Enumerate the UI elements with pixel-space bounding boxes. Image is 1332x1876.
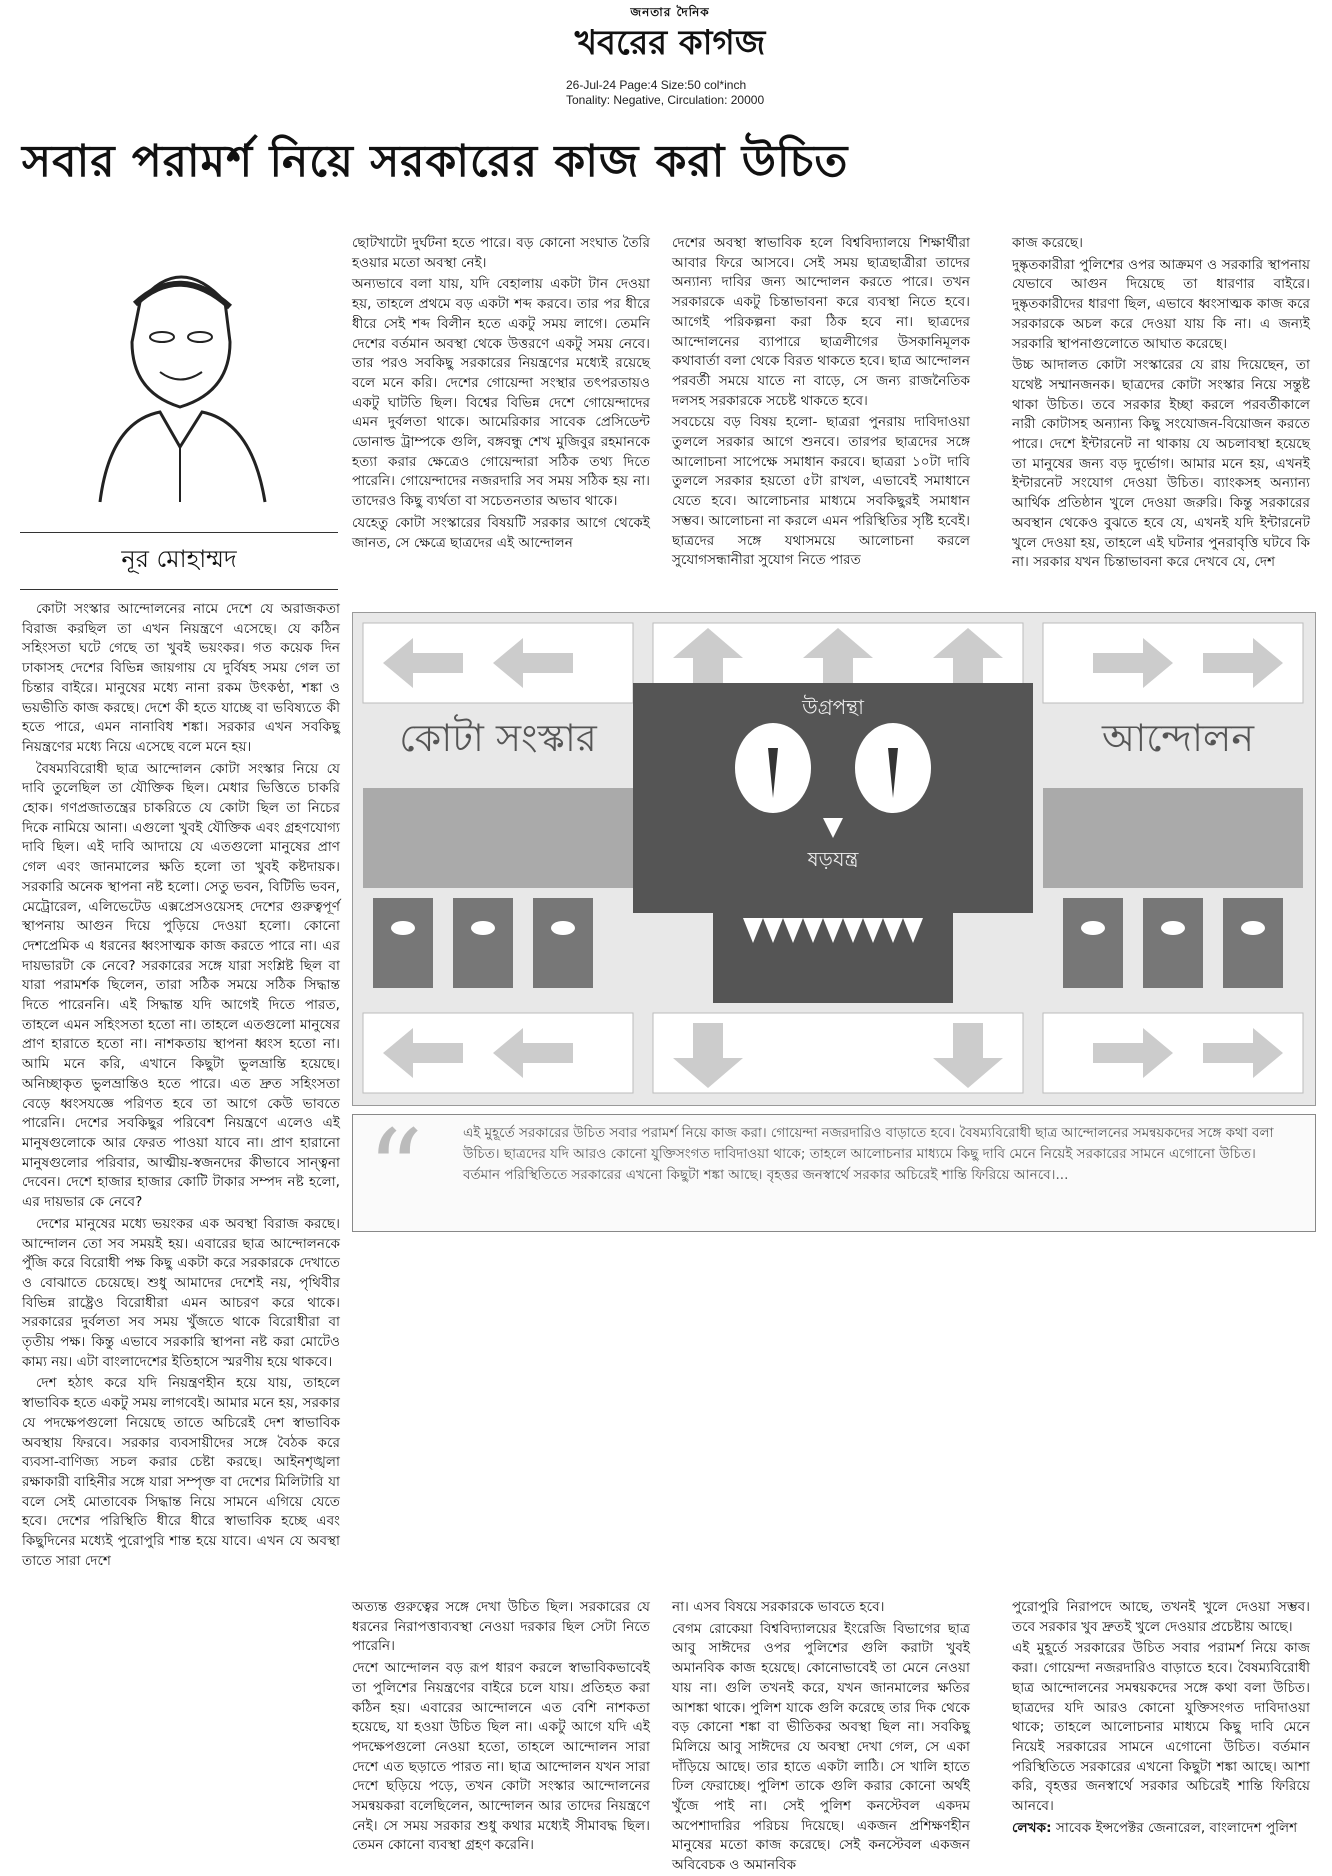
column-3-bottom bbox=[672, 1598, 970, 1874]
paragraph: দেশের মানুষের মধ্যে ভয়ংকর এক অবস্থা বিরাজ করছে। আন্দোলন তো সব সময়ই হয়। এবারের ছাত্র আন্দোলনকে পুঁজি করে বিরোধী পক্ষ কিছু একটা করে সরকারকে দেখাতে ও বোঝাতে চেয়েছে। শুধু আমাদের দেশেই নয়, পৃথিবীর বিভিন্ন রাষ্ট্রেও বিরোধীরা এমন আচরণ করে থাকে। সরকারের দুর্বলতা সব সময় খুঁজতে থাকে বিরোধীরা বা তৃতীয় পক্ষ। কিন্তু এভাবে সরকারি স্থাপনা নষ্ট করা মোটেও কাম্য নয়। এটা বাংলাদেশের ইতিহাসে স্মরণীয় হয়ে থাকবে। bbox=[22, 1215, 340, 1370]
credit-text: সাবেক ইন্সপেক্টর জেনারেল, বাংলাদেশ পুলিশ bbox=[1055, 1819, 1298, 1836]
masthead-tagline: জনতার দৈনিক bbox=[630, 5, 710, 19]
paragraph: অন্যভাবে বলা যায়, যদি বেহালায় একটা টান দেওয়া হয়, তাহলে প্রথমে বড় একটা শব্দ করবে। তার পর ধীরে ধীরে সেই শব্দ বিলীন হতে একটু সময় লাগে। তেমনি দেশের বর্তমান অবস্থা থেকে উত্তরণে একটু সময় নেবে। তার পরও সবকিছু সরকারের নিয়ন্ত্রণের মধ্যেই রয়েছে বলে মনে করি। দেশের গোয়েন্দা সংস্থার তৎপরতায়ও একটু ঘাটতি ছিল। বিশ্বের বিভিন্ন দেশে গোয়েন্দাদের এমন দুর্বলতা থাকে। আমেরিকার সাবেক প্রেসিডেন্ট ডোনাল্ড ট্রাম্পকে গুলি, বঙ্গবন্ধু শেখ মুজিবুর রহমানকে হত্যা করার ক্ষেত্রেও গোয়েন্দারা সঠিক তথ্য দিতে পারেনি। গোয়েন্দাদের নজরদারি সব সময় সঠিক হয় না। তাদেরও কিছু ব্যর্থতা বা সচেতনতার অভাব থাকে। bbox=[352, 276, 650, 510]
paragraph: সবচেয়ে বড় বিষয় হলো- ছাত্ররা পুনরায় দাবিদাওয়া তুললে সরকার আগে শুনবে। তারপর ছাত্রদের সঙ্গে আলোচনা সাপেক্ষে সমাধান করবে। ছাত্ররা ১০টা দাবি তুললে সরকার হয়তো ৫টা রাখল, এভাবেই সমাধানে যেতে হবে। আলোচনার মাধ্যমে সবকিছুরই সমাধান সম্ভব। আলোচনা না করলে এমন পরিস্থিতির সৃষ্টি হবেই। ছাত্রদের সঙ্গে যথাসময়ে আলোচনা করলে সুযোগসন্ধানীরা সুযোগ নিতে পারত bbox=[672, 414, 970, 569]
meta-line-1: 26-Jul-24 Page:4 Size:50 col*inch bbox=[566, 78, 747, 92]
pull-quote-box bbox=[352, 1106, 1316, 1234]
paragraph: দেশ হঠাৎ করে যদি নিয়ন্ত্রণহীন হয়ে যায়, তাহলে স্বাভাবিক হতে একটু সময় লাগবেই। আমার মনে হয়, সরকার যে পদক্ষেপগুলো নিয়েছে তাতে অচিরেই দেশ স্বাভাবিক অবস্থায় ফিরবে। সরকার ব্যবসায়ীদের সঙ্গে বৈঠক করে ব্যবসা-বাণিজ্য সচল করার চেষ্টা করছে। আইনশৃঙ্খলা রক্ষাকারী বাহিনীর সঙ্গে যারা সম্পৃক্ত বা দেশের মিলিটারি যা বলে সেই মোতাবেক সিদ্ধান্ত নিয়ে সামনে এগিয়ে যেতে হবে। দেশের পরিস্থিতি ধীরে ধীরে স্বাভাবিক হচ্ছে এবং কিছুদিনের মধ্যেই পুরোপুরি শান্ত হয়ে যাবে। এখন যে অবস্থা তাতে সারা দেশে bbox=[22, 1375, 340, 1569]
paragraph: কাজ করেছে। bbox=[1012, 235, 1083, 251]
paragraph: অত্যন্ত গুরুত্বের সঙ্গে দেখা উচিত ছিল। সরকারের যে ধরনের নিরাপত্তাব্যবস্থা নেওয়া দরকার ছিল সেটা নিতে পারেনি। bbox=[352, 1599, 650, 1655]
newspaper-name: খবরের কাগজ bbox=[574, 23, 766, 63]
illustration-left-label: কোটা সংস্কার bbox=[399, 716, 597, 760]
headline: সবার পরামর্শ নিয়ে সরকারের কাজ করা উচিত bbox=[22, 136, 849, 187]
clipping-meta bbox=[566, 78, 764, 108]
paragraph: উচ্চ আদালত কোটা সংস্কারের যে রায় দিয়েছেন, তা যথেষ্ট সম্মানজনক। ছাত্রদের কোটা সংস্কার নিয়ে সন্তুষ্ট থাকা উচিত। তবে সরকার ইচ্ছা করলে পরবর্তীকালে নারী কোটাসহ অন্যান্য কিছু সংযোজন-বিয়োজন করতে পারে। দেশে ইন্টারনেট না থাকায় যে অচলাবস্থা হয়েছে তা মানুষের জন্য বড় দুর্ভোগ। আমার মনে হয়, এখনই ইন্টারনেট সংযোগ দেওয়া উচিত। ব্যাংকসহ অন্যান্য আর্থিক প্রতিষ্ঠান খুলে দেওয়া জরুরি। কিন্তু সরকারের অবস্থান থেকেও বুঝতে হবে যে, এখনই যদি ইন্টারনেট খুলে দেওয়া হয়, তাহলে এই ঘটনার পুনরাবৃত্তি ঘটবে কি না। সরকার যখন চিন্তাভাবনা করে দেখবে যে, দেশ bbox=[1012, 357, 1310, 571]
column-3-top bbox=[672, 234, 970, 598]
illustration-right-label: আন্দোলন bbox=[1101, 716, 1255, 760]
credit-label: লেখক: bbox=[1012, 1819, 1052, 1836]
column-2-bottom bbox=[352, 1598, 650, 1854]
paragraph: বেগম রোকেয়া বিশ্ববিদ্যালয়ের ইংরেজি বিভাগের ছাত্র আবু সাঈদের ওপর পুলিশের গুলি করাটা খুবই অমানবিক কাজ হয়েছে। কোনোভাবেই তা মেনে নেওয়া যায় না। গুলি তখনই করে, যখন জানমালের ক্ষতির আশঙ্কা থাকে। পুলিশ যাকে গুলি করেছে তার দিক থেকে বড় কোনো শঙ্কা বা ভীতিকর অবস্থা ছিল না। সবকিছু মিলিয়ে আবু সাঈদের যে অবস্থা দেখা গেল, সে একা দাঁড়িয়ে আছে। তার হাতে একটা লাঠি। সে খালি হাতে ঢিল ফেরাচ্ছে। পুলিশ তাকে গুলি করার কোনো অর্থই খুঁজে পাই না। সেই পুলিশ কনস্টেবল একদম অপেশাদারির পরিচয় দিয়েছে। একজন প্রশিক্ষণহীন মানুষের মতো কাজ করেছে। সেই কনস্টেবল একজন অবিবেচক ও অমানবিক bbox=[672, 1620, 970, 1874]
paragraph: যেহেতু কোটা সংস্কারের বিষয়টি সরকার আগে থেকেই জানত, সে ক্ষেত্রে ছাত্রদের এই আন্দোলন bbox=[352, 514, 650, 551]
paragraph: দেশে আন্দোলন বড় রূপ ধারণ করলে স্বাভাবিকভাবেই তা পুলিশের নিয়ন্ত্রণের বাইরে চলে যায়। প্রতিহত করা কঠিন হয়। এবারের আন্দোলনে এত বেশি নাশকতা হয়েছে, যা হওয়া উচিত ছিল না। একটু আগে যদি এই পদক্ষেপগুলো নেওয়া হতো, তাহলে আন্দোলন সারা দেশে এত ছড়াতে পারত না। ছাত্র আন্দোলন যখন সারা দেশে ছড়িয়ে পড়ে, তখন কোটা সংস্কার আন্দোলনের সমন্বয়করা বলেছিলেন, আন্দোলন আর তাদের নিয়ন্ত্রণে নেই। সে সময় সরকার শুধু কথার মধ্যেই সীমাবদ্ধ ছিল। তেমন কোনো ব্যবস্থা গ্রহণ করেনি। bbox=[352, 1660, 650, 1854]
paragraph: কোটা সংস্কার আন্দোলনের নামে দেশে যে অরাজকতা বিরাজ করছিল তা এখন নিয়ন্ত্রণে এসেছে। যে কঠিন সহিংসতা ঘটে গেছে তা খুবই ভয়ংকর। গত কয়েক দিন ঢাকাসহ দেশের বিভিন্ন জায়গায় যে দুর্বিষহ সময় গেল তা চিন্তার বাইরে। মানুষের মধ্যে নানা রকম উৎকণ্ঠা, শঙ্কা ও ভয়ভীতি কাজ করছে। দেশে কী হতে যাচ্ছে বা ভবিষ্যতে কী হতে পারে, এমন নানাবিধ শঙ্কা। সরকার এখন সবকিছু নিয়ন্ত্রণের মধ্যে নিয়ে এসেছে বলে মনে হয়। bbox=[22, 601, 340, 755]
skull-mid-label: ষড়যন্ত্র bbox=[807, 847, 859, 871]
paragraph: এই মুহূর্তে সরকারের উচিত সবার পরামর্শ নিয়ে কাজ করা। গোয়েন্দা নজরদারিও বাড়াতে হবে। বৈষম্যবিরোধী ছাত্র আন্দোলনের সমন্বয়কদের সঙ্গে কথা বলা উচিত। ছাত্রদের যদি আরও কোনো যুক্তিসংগত দাবিদাওয়া থাকে; তাহলে আলোচনার মাধ্যমে কিছু দাবি মেনে নিয়েই সরকারের সামনে এগোনো উচিত। বর্তমান পরিস্থিতিতে সরকারের এখনো কিছুটা শঙ্কা আছে। আশা করি, বৃহত্তর জনস্বার্থে সরকার অচিরেই শান্তি ফিরিয়ে আনবে। bbox=[1012, 1640, 1310, 1815]
column-4-top bbox=[1012, 234, 1310, 598]
meta-line-2: Tonality: Negative, Circulation: 20000 bbox=[566, 93, 765, 107]
author-credit bbox=[1012, 1819, 1310, 1839]
paragraph: দেশের অবস্থা স্বাভাবিক হলে বিশ্ববিদ্যালয়ে শিক্ষার্থীরা আবার ফিরে আসবে। সেই সময় ছাত্রছাত্রীরা তাদের অন্যান্য দাবির জন্য আন্দোলন করতে পারে। তখন সরকারকে একটু চিন্তাভাবনা করে ব্যবস্থা নিতে হবে। আগেই পরিকল্পনা করা ঠিক হবে না। ছাত্রদের আন্দোলনের ব্যাপারে ছাত্রলীগের উসকানিমূলক কথাবার্তা বলা থেকে বিরত থাকতে হবে। ছাত্র আন্দোলন পরবর্তী সময়ে যাতে না বাড়ে, সে জন্য রাজনৈতিক দলসহ সরকারকে সচেষ্ট থাকতে হবে। bbox=[672, 235, 970, 409]
pull-quote bbox=[352, 1106, 1314, 1582]
pull-quote-text: এই মুহূর্তে সরকারের উচিত সবার পরামর্শ নিয়ে কাজ করা। গোয়েন্দা নজরদারিও বাড়াতে হবে। বৈষম্যবিরোধী ছাত্র আন্দোলনের সমন্বয়কদের সঙ্গে কথা বলা উচিত। ছাত্রদের যদি আরও কোনো যুক্তিসংগত দাবিদাওয়া থাকে; তাহলে আলোচনার মাধ্যমে কিছু দাবি মেনে নিয়েই সরকারের সামনে এগোনো উচিত। বর্তমান পরিস্থিতিতে সরকারের এখনো কিছুটা শঙ্কা আছে। বৃহত্তর জনস্বার্থে সরকার অচিরেই শান্তি ফিরিয়ে আনবে।... bbox=[463, 1125, 1274, 1183]
author-portrait bbox=[80, 232, 280, 502]
editorial-illustration bbox=[352, 612, 1316, 1106]
author-byline: নূর মোহাম্মদ bbox=[20, 532, 338, 590]
masthead bbox=[520, 4, 820, 62]
paragraph: বৈষম্যবিরোধী ছাত্র আন্দোলন কোটা সংস্কার নিয়ে যে দাবি তুলেছিল তা যৌক্তিক ছিল। মেধার ভিত্তিতে চাকরি হোক। গণপ্রজাতন্ত্রের চাকরিতে যে কোটা ছিল তা নিচের দিকে নামিয়ে আনা। এগুলো খুবই যৌক্তিক এবং গ্রহণযোগ্য দাবি ছিল। এই দাবি আদায়ে যে এতগুলো মানুষের প্রাণ গেল এবং জানমালের ক্ষতি হলো তা খুবই কষ্টদায়ক। সরকারি অনেক স্থাপনা নষ্ট হলো। সেতু ভবন, বিটিভি ভবন, মেট্রোরেল, এলিভেটেড এক্সপ্রেসওয়েসহ দেশের গুরুত্বপূর্ণ স্থাপনায় আগুন দিয়ে পুড়িয়ে দেওয়া হলো। কোনো দেশপ্রেমিক এ ধরনের ধ্বংসাত্মক কাজ করতে পারে না। এর দায়ভারটা কে নেবে? সরকারের সঙ্গে যারা সংশ্লিষ্ট ছিল বা যারা পরামর্শক ছিলেন, তারা সঠিক সময়ে সঠিক সিদ্ধান্ত দিতে পারেননি। এই সিদ্ধান্ত যদি আগেই দিতে পারত, তাহলে এমন সহিংসতা হতো না। তাহলে এতগুলো মানুষের প্রাণ হারাতে হতো না। নাশকতায় স্থাপনা ধ্বংস হতো না। আমি মনে করি, এখানে কিছুটা ভুলভ্রান্তি হয়েছে। অনিচ্ছাকৃত ভুলভ্রান্তিও হতে পারে। এত দ্রুত সহিংসতা বেড়ে ধ্বংসযজ্ঞে পরিণত হবে তা আগে কেউ ভাবতে পারেনি। দেশের সবকিছুর পরিবেশ নিয়ন্ত্রণে এলেও এই মানুষগুলোকে আর ফেরত পাওয়া যাবে না। প্রাণ হারানো মানুষগুলোর পরিবার, আত্মীয়-স্বজনদের কীভাবে সান্ত্বনা দেবেন। দেশে হাজার হাজার কোটি টাকার সম্পদ নষ্ট হলো, এর দায়ভার কে নেবে? bbox=[22, 760, 340, 1211]
column-1 bbox=[22, 600, 340, 1690]
column-2-top bbox=[352, 234, 650, 598]
paragraph: দুষ্কৃতকারীরা পুলিশের ওপর আক্রমণ ও সরকারি স্থাপনায় যেভাবে আগুন দিয়েছে তা ধারণার বাইরে। দুষ্কৃতকারীদের ধারণা ছিল, এভাবে ধ্বংসাত্মক কাজ করে সরকারকে অচল করে দেওয়া যায় কি না। এ জন্যই সরকারি স্থাপনাগুলোতে আঘাত করেছে। bbox=[1012, 256, 1310, 352]
paragraph: ছোটখাটো দুর্ঘটনা হতে পারে। বড় কোনো সংঘাত তৈরি হওয়ার মতো অবস্থা নেই। bbox=[352, 235, 650, 271]
paragraph: পুরোপুরি নিরাপদে আছে, তখনই খুলে দেওয়া সম্ভব। তবে সরকার খুব দ্রুতই খুলে দেওয়ার প্রচেষ্টায় আছে। bbox=[1012, 1599, 1310, 1635]
column-4-bottom bbox=[1012, 1598, 1310, 1836]
skull-top-label: উগ্রপন্থা bbox=[802, 695, 864, 719]
paragraph: না। এসব বিষয়ে সরকারকে ভাবতে হবে। bbox=[672, 1599, 885, 1615]
quote-mark-icon: “ bbox=[367, 1106, 424, 1234]
